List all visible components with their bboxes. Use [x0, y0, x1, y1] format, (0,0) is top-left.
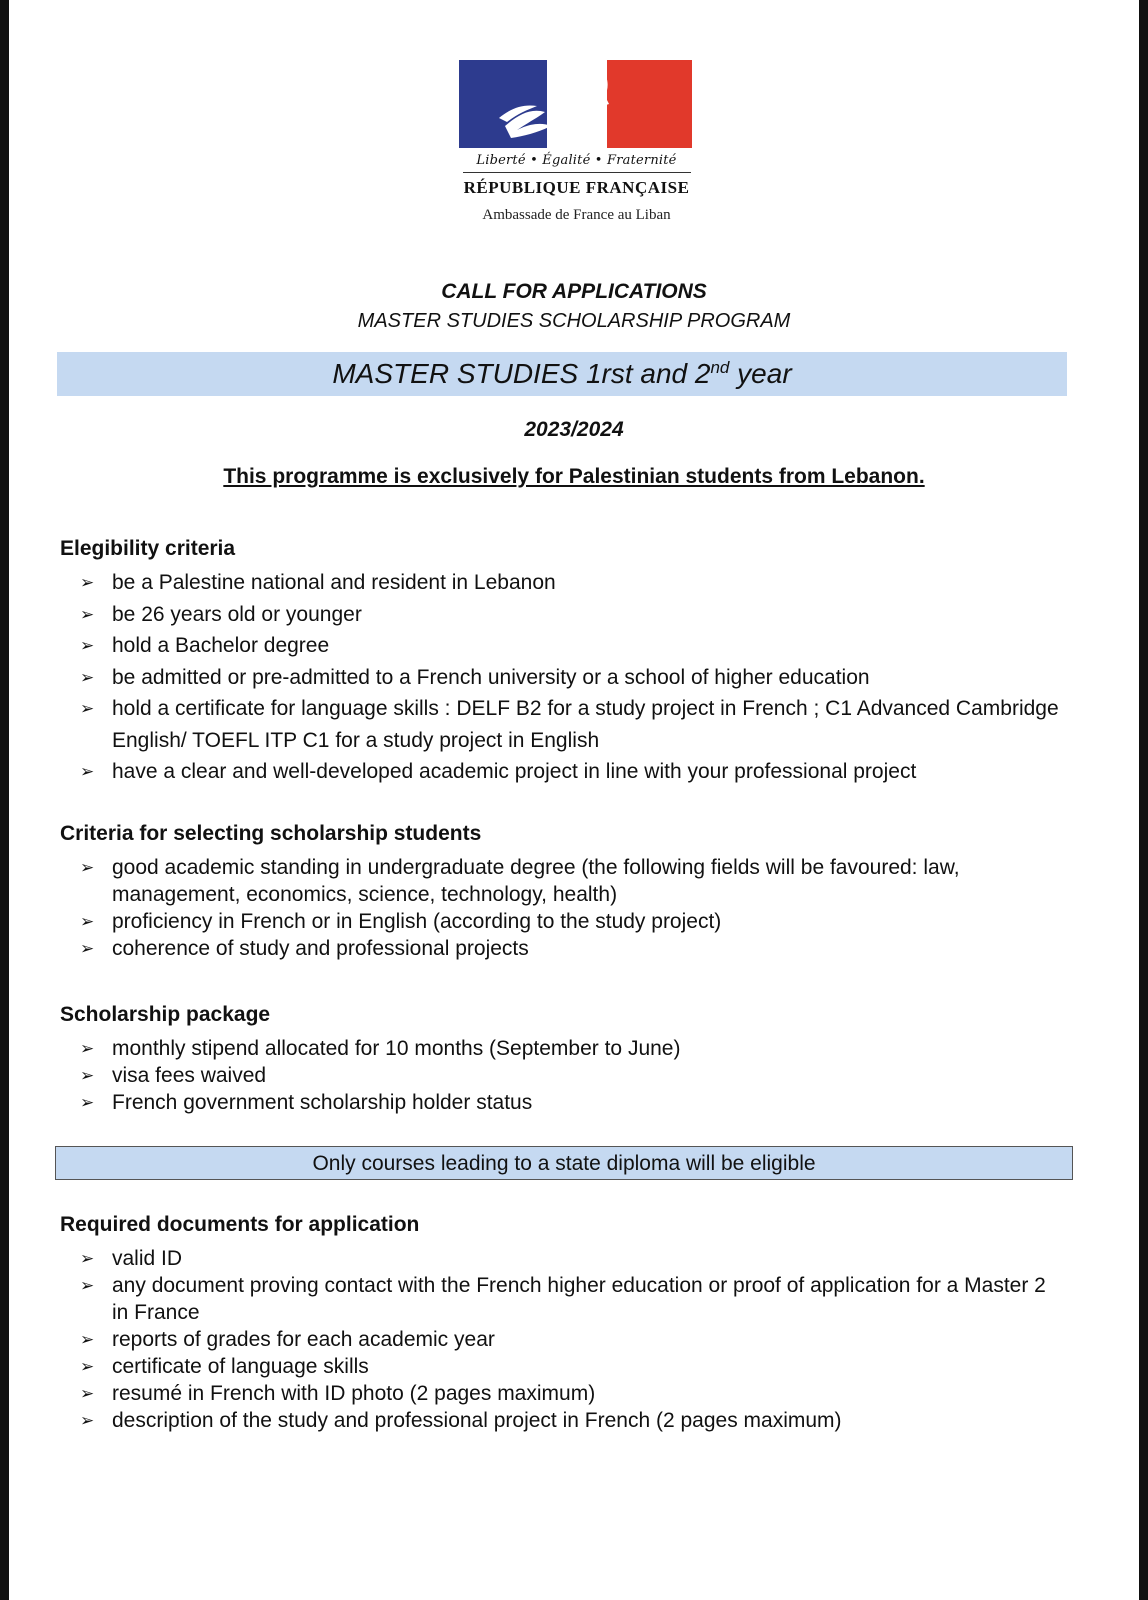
- list-item: [60, 1089, 1060, 1116]
- republic-name: RÉPUBLIQUE FRANÇAISE: [463, 178, 690, 197]
- arrow-bullet-icon: ➢: [80, 1330, 95, 1349]
- section-heading: Criteria for selecting scholarship students: [60, 822, 482, 845]
- arrow-bullet-icon: ➢: [80, 858, 95, 877]
- list-item: [60, 662, 1060, 694]
- arrow-bullet-icon: ➢: [80, 939, 95, 958]
- list-item-text: description of the study and professional project in French (2 pages maximum): [112, 1409, 842, 1432]
- section-heading: Elegibility criteria: [60, 537, 236, 560]
- list-item-text: valid ID: [112, 1247, 183, 1270]
- arrow-bullet-icon: ➢: [80, 1093, 95, 1112]
- arrow-bullet-icon: ➢: [80, 636, 95, 655]
- list-item-text: reports of grades for each academic year: [112, 1328, 495, 1351]
- list-item-text: proficiency in French or in English (according to the study project): [112, 910, 722, 933]
- list-item: [60, 1272, 1060, 1326]
- list-item: [60, 1245, 1060, 1272]
- arrow-bullet-icon: ➢: [80, 912, 95, 931]
- arrow-bullet-icon: ➢: [80, 1039, 95, 1058]
- arrow-bullet-icon: ➢: [80, 1249, 95, 1268]
- list-item-text: any document proving contact with the French higher education or proof of application for a Master 2 in France: [112, 1274, 1046, 1324]
- list-item-text: French government scholarship holder status: [112, 1091, 533, 1114]
- list-item-text: hold a certificate for language skills : DELF B2 for a study project in French ; C1 Advanced Cambridge English/ TOEFL ITP C1 for a study project in English: [112, 697, 1059, 752]
- list-item: [60, 567, 1060, 599]
- list-item: [60, 908, 1060, 935]
- list-item: [60, 693, 1060, 756]
- list-item-text: monthly stipend allocated for 10 months (September to June): [112, 1037, 681, 1060]
- list-item-text: be 26 years old or younger: [112, 602, 362, 626]
- section-heading: Scholarship package: [60, 1003, 271, 1026]
- arrow-bullet-icon: ➢: [80, 1357, 95, 1376]
- list-item-text: good academic standing in undergraduate degree (the following fields will be favoured: law, management, economics, science, technology, health): [112, 856, 960, 906]
- list-item: [60, 1353, 1060, 1380]
- list-item: [60, 1407, 1060, 1434]
- arrow-bullet-icon: ➢: [80, 604, 95, 624]
- document-page: [9, 0, 1139, 1600]
- list-item-text: have a clear and well-developed academic project in line with your professional project: [112, 760, 917, 783]
- section-required-documents: [60, 1213, 1060, 1434]
- embassy-name: Ambassade de France au Liban: [482, 207, 671, 223]
- arrow-bullet-icon: ➢: [80, 762, 95, 781]
- arrow-bullet-icon: ➢: [80, 667, 95, 687]
- list-item: [60, 630, 1060, 662]
- list-item: [60, 1380, 1060, 1407]
- section-eligibility: [60, 537, 1060, 788]
- section-selection-criteria: [60, 822, 1060, 962]
- list-item-text: be admitted or pre-admitted to a French university or a school of higher education: [112, 665, 870, 689]
- arrow-bullet-icon: ➢: [80, 1411, 95, 1430]
- list-item-text: be a Palestine national and resident in Lebanon: [112, 571, 556, 594]
- call-heading: CALL FOR APPLICATIONS: [441, 280, 707, 303]
- marianne-flag-emblem: [459, 60, 692, 148]
- exclusive-note: This programme is exclusively for Palestinian students from Lebanon.: [223, 465, 925, 488]
- arrow-bullet-icon: ➢: [80, 1384, 95, 1403]
- republique-francaise-logo: [459, 60, 694, 224]
- list-item: [60, 1062, 1060, 1089]
- list-item-text: resumé in French with ID photo (2 pages maximum): [112, 1382, 596, 1405]
- master-studies-banner: MASTER STUDIES 1rst and 2nd year: [57, 352, 1067, 396]
- list-item: [60, 1326, 1060, 1353]
- arrow-bullet-icon: ➢: [80, 1276, 95, 1295]
- list-item: [60, 756, 1060, 788]
- motto: Liberté • Égalité • Fraternité: [476, 153, 677, 168]
- list-item-text: certificate of language skills: [112, 1355, 369, 1378]
- list-item: [60, 599, 1060, 631]
- arrow-bullet-icon: ➢: [80, 699, 95, 718]
- arrow-bullet-icon: ➢: [80, 1066, 95, 1085]
- list-item-text: hold a Bachelor degree: [112, 634, 330, 657]
- academic-year: 2023/2024: [524, 418, 624, 441]
- section-heading: Required documents for application: [60, 1213, 420, 1236]
- list-item: [60, 854, 1060, 908]
- list-item-text: coherence of study and professional projects: [112, 937, 529, 960]
- list-item-text: visa fees waived: [112, 1064, 267, 1087]
- section-scholarship-package: [60, 1003, 1060, 1116]
- state-diploma-notice: Only courses leading to a state diploma will be eligible: [55, 1146, 1073, 1180]
- arrow-bullet-icon: ➢: [80, 573, 95, 592]
- list-item: [60, 1035, 1060, 1062]
- program-heading: MASTER STUDIES SCHOLARSHIP PROGRAM: [357, 310, 791, 332]
- list-item: [60, 935, 1060, 962]
